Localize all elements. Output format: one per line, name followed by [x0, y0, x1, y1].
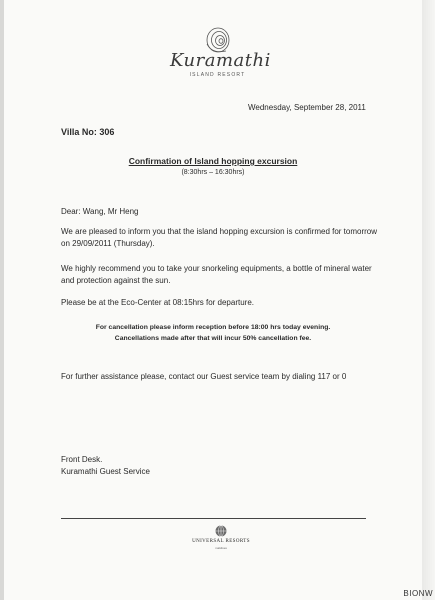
letter-page [4, 0, 422, 600]
footer-brand: UNIVERSAL RESORTS [192, 539, 250, 544]
signoff [61, 454, 379, 478]
paragraph-confirmation: We are pleased to inform you that the island hopping excursion is confirmed for tomorrow on 29/09/2011 (Thursday). [61, 227, 378, 248]
paragraph-departure: Please be at the Eco-Center at 08:15hrs for departure. [61, 298, 255, 307]
kuramathi-logo [170, 24, 271, 86]
cancellation-line: For cancellation please inform reception before 18:00 hrs today evening. [95, 324, 331, 331]
universal-resorts-logo [186, 524, 256, 552]
paragraph-recommendation: We highly recommend you to take your snorkeling equipments, a bottle of mineral water and protection against the sun. [61, 264, 372, 285]
watermark-tag: BIONW [403, 589, 433, 598]
logo-subtitle: ISLAND RESORT [189, 72, 246, 78]
paragraph-assistance: For further assistance please, contact our Guest service team by dialing 117 or 0 [61, 372, 347, 381]
letter-date: Wednesday, September 28, 2011 [248, 103, 366, 112]
cancellation-fee-line: Cancellations made after that will incur 50% cancellation fee. [114, 335, 312, 342]
footer-divider [61, 518, 366, 519]
scan-edge [422, 0, 435, 600]
signoff-department: Front Desk. [61, 455, 103, 464]
logo-wordmark: Kuramathi [170, 50, 271, 71]
cancellation-notice [4, 322, 422, 344]
footer-tagline: maldives [215, 546, 227, 550]
letter-title: Confirmation of Island hopping excursion [128, 156, 298, 166]
signoff-team: Kuramathi Guest Service [61, 467, 150, 476]
excursion-hours: (8:30hrs – 16:30hrs) [181, 169, 245, 176]
globe-icon [186, 524, 256, 539]
villa-number: Villa No: 306 [61, 127, 115, 137]
greeting: Dear: Wang, Mr Heng [61, 207, 139, 216]
